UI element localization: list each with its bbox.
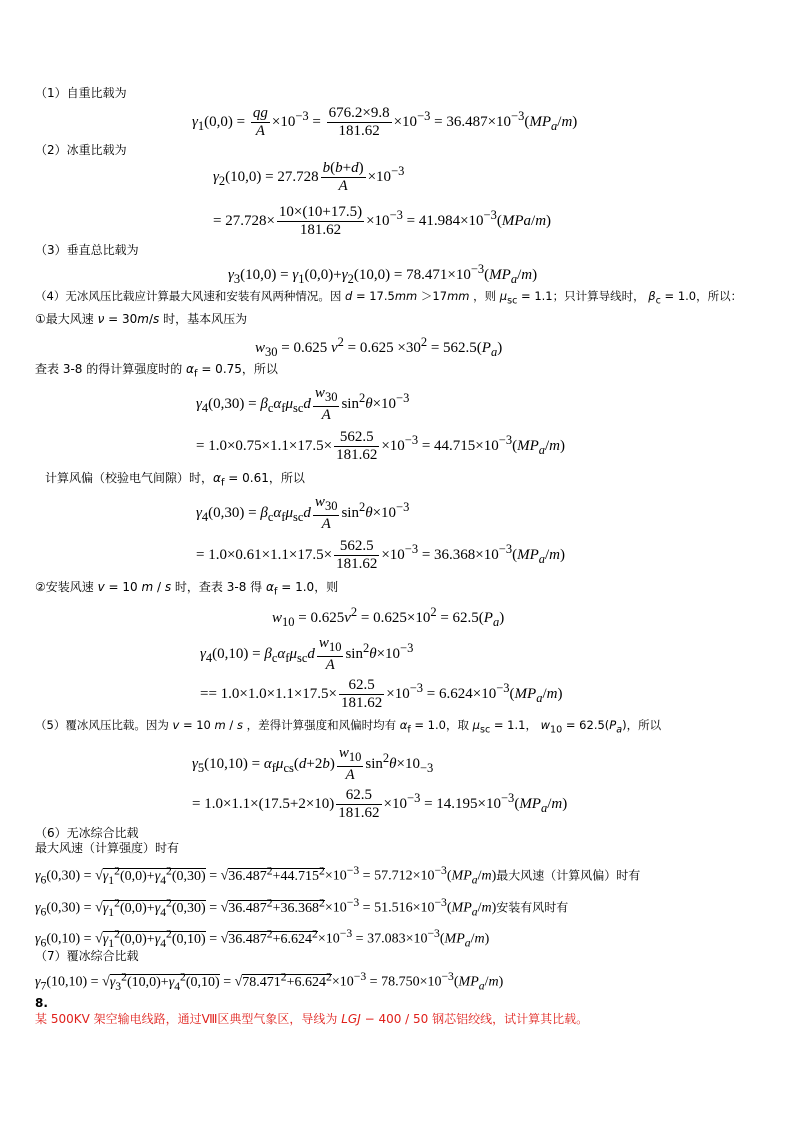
- section-5-heading: （5）覆冰风压比载。因为 v = 10 m / s ，差得计算强度和风偏时均有 $\alpha_f = 1.0$，取 $\mu_{sc} = 1.1$， $w_{10} = 62.5(P_a)$，所以: [35, 718, 662, 736]
- max-wind-strength-label: 最大风速（计算强度）时有: [35, 841, 180, 855]
- equation-gamma4-install-a: $\gamma_4(0,10) = \beta_c\alpha_f\mu_{sc}d$ $\frac{w_{10}}{A}$ $\sin^2\theta\times 10^{-3}$: [200, 635, 414, 673]
- equation-gamma6-deflection: $\gamma_6(0,30) = √\gamma_1^2(0,0)+\gamma_4^2(0,30) = √36.487^2+36.368^2\times 10^{-3} = 51.516\times 10^{-3}(MP_a/m)$安装有风时有: [35, 896, 569, 919]
- section-3-heading: （3）垂直总比载为: [35, 243, 139, 257]
- equation-gamma1: $\gamma_1(0,0)$ = $\frac{qg}{A}$ $\times 10^{-3}$ = $\frac{676.2\times 9.8}{181.62}$ $\times 10^{-3} = 36.487\times 10^{-3}(MP_a/m)$: [192, 105, 578, 139]
- problem-statement: 某 500KV 架空输电线路，通过Ⅷ区典型气象区，导线为 LGJ − 400 / 50 钢芯铝绞线，试计算其比载。: [35, 1012, 589, 1026]
- section-7-heading: （7）覆冰综合比载: [35, 949, 139, 963]
- section-1-heading: （1）自重比载为: [35, 86, 127, 100]
- table-lookup-line: 查表 3-8 的得计算强度时的 $\alpha_f = 0.75$，所以: [35, 362, 278, 380]
- problem-number: 8.: [35, 996, 48, 1010]
- equation-gamma5-a: $\gamma_5(10,10) = \alpha_f\mu_{cs}(d+2b)$ $\frac{w_{10}}{A}$ $\sin^2\theta\times 10_{-3}$: [192, 745, 434, 783]
- max-wind-line: ①最大风速 ν = 30m/s 时，基本风压为: [35, 312, 248, 326]
- equation-gamma2-b: = 27.728× $\frac{10\times(10+17.5)}{181.62}$ $\times 10^{-3} = 41.984\times 10^{-3}(MPa/m)$: [213, 204, 552, 238]
- equation-gamma2-a: $\gamma_2(10,0) = 27.728$ $\frac{b(b+d)}{A}$ $\times 10^{-3}$: [213, 160, 405, 194]
- equation-gamma7: $\gamma_7(10,10) = √\gamma_3^2(10,0)+\gamma_4^2(0,10) = √78.471^2+6.624^2\times 10^{-3} = 78.750\times 10^{-3}(MP_a/m)$: [35, 970, 504, 993]
- equation-gamma4-strength-b: = 1.0×0.75×1.1×17.5× $\frac{562.5}{181.62}$ $\times 10^{-3} = 44.715\times 10^{-3}(MP_a/m)$: [196, 429, 566, 463]
- equation-gamma4-strength-a: $\gamma_4(0,30) = \beta_c\alpha_f\mu_{sc}d$ $\frac{w_{30}}{A}$ $\sin^2\theta\times 10^{-3}$: [196, 385, 410, 423]
- wind-deflection-line: 计算风偏（校验电气间隙）时，$\alpha_f = 0.61$，所以: [45, 471, 305, 489]
- section-4-heading: （4）无冰风压比载应计算最大风速和安装有风两种情况。因 d = 17.5mm ＞17mm ，则 $\mu_{sc} = 1.1$；只计算导线时， $\beta_c = 1.0$，所以：: [35, 289, 743, 307]
- equation-gamma5-b: = 1.0×1.1×(17.5+2×10) $\frac{62.5}{181.62}$ $\times 10^{-3} = 14.195\times 10^{-3}(MP_a/m)$: [192, 787, 568, 821]
- equation-gamma4-deflection-a: $\gamma_4(0,30) = \beta_c\alpha_f\mu_{sc}d$ $\frac{w_{30}}{A}$ $\sin^2\theta\times 10^{-3}$: [196, 494, 410, 532]
- equation-gamma4-deflection-b: = 1.0×0.61×1.1×17.5× $\frac{562.5}{181.62}$ $\times 10^{-3} = 36.368\times 10^{-3}(MP_a/m)$: [196, 538, 566, 572]
- equation-gamma6-strength: $\gamma_6(0,30) = √\gamma_1^2(0,0)+\gamma_4^2(0,30) = √36.487^2+44.715^2\times 10^{-3} = 57.712\times 10^{-3}(MP_a/m)$最大风速（计算风偏）时有: [35, 864, 641, 887]
- equation-w30: $w_{30} = 0.625$ $\nu^2 = 0.625 \times 30^2 = 562.5(P_a)$: [255, 335, 503, 359]
- equation-gamma3: $\gamma_3(10,0) = \gamma_1(0,0)+\gamma_2(10,0) = 78.471\times 10^{-3}(MP_a/m)$: [228, 262, 538, 286]
- equation-gamma6-install: $\gamma_6(0,10) = √\gamma_1^2(0,0)+\gamma_4^2(0,10) = √36.487^2+6.624^2\times 10^{-3} = 37.083\times 10^{-3}(MP_a/m)$: [35, 927, 490, 950]
- equation-w10: $w_{10} = 0.625\nu^2 = 0.625\times 10^2 = 62.5(P_a)$: [272, 605, 505, 629]
- section-2-heading: （2）冰重比载为: [35, 143, 127, 157]
- section-6-heading: （6）无冰综合比载: [35, 826, 139, 840]
- install-wind-line: ②安装风速 v = 10 m / s 时，查表 3-8 得 $\alpha_f = 1.0$，则: [35, 580, 339, 598]
- equation-gamma4-install-b: == 1.0×1.0×1.1×17.5× $\frac{62.5}{181.62}$ $\times 10^{-3} = 6.624\times 10^{-3}(MP_a/m)$: [200, 677, 563, 711]
